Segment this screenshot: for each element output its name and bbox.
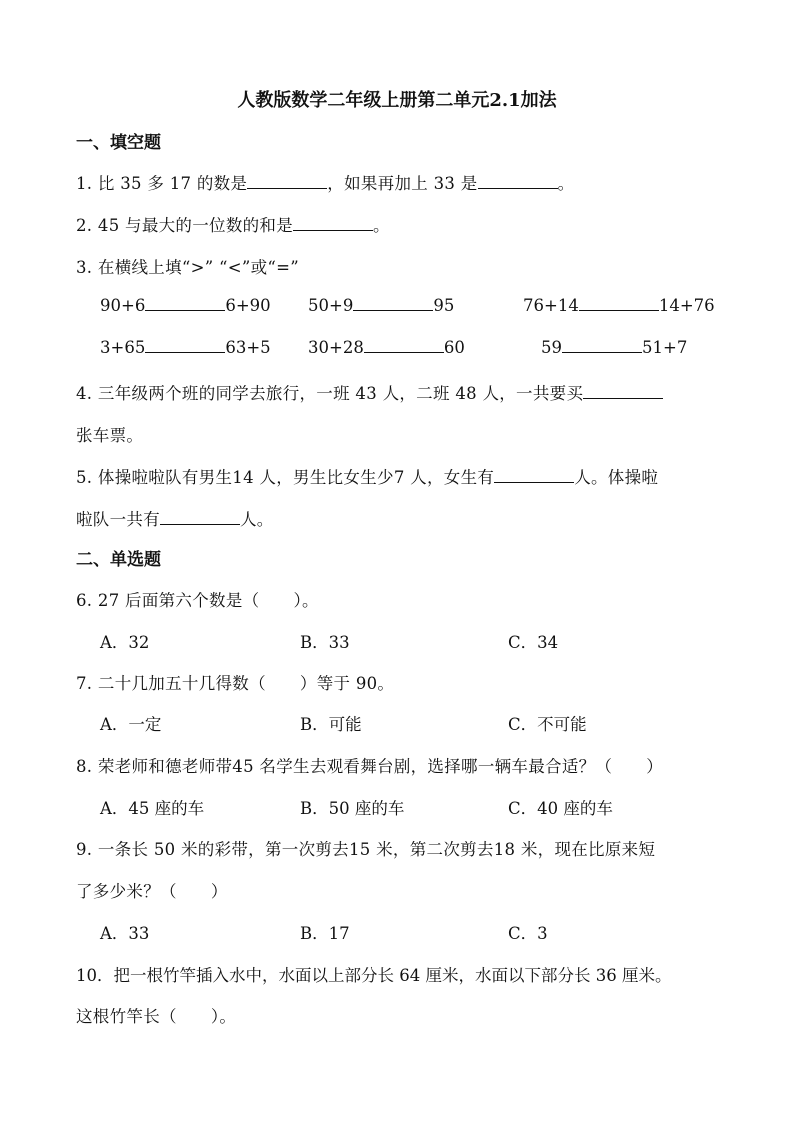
option-a[interactable]: A．32 bbox=[100, 633, 150, 652]
compare-item bbox=[541, 338, 687, 357]
question-number: 3. bbox=[76, 258, 93, 277]
question-text: 比 35 多 17 的数是 bbox=[97, 174, 248, 193]
compare-right: 51+7 bbox=[642, 338, 688, 357]
answer-blank[interactable] bbox=[293, 216, 373, 231]
compare-right: 95 bbox=[433, 296, 455, 315]
question-number: 8. bbox=[76, 757, 93, 776]
option-a[interactable]: A．45 座的车 bbox=[100, 799, 205, 818]
question-text: 。 bbox=[557, 174, 575, 193]
answer-blank[interactable] bbox=[247, 174, 327, 189]
question-number: 1. bbox=[76, 174, 93, 193]
question-text: 荣老师和德老师带45 名学生去观看舞台剧，选择哪一辆车最合适？（ bbox=[97, 757, 613, 776]
question-text: ）。 bbox=[293, 591, 319, 610]
answer-blank[interactable] bbox=[145, 296, 225, 311]
compare-right: 14+76 bbox=[658, 296, 715, 315]
option-b[interactable]: B．50 座的车 bbox=[300, 799, 405, 818]
question-text: 体操啦啦队有男生14 人，男生比女生少7 人，女生有 bbox=[97, 468, 495, 487]
question-text: 了多少米？（ bbox=[76, 882, 177, 901]
compare-item bbox=[308, 296, 454, 315]
answer-blank[interactable] bbox=[478, 174, 558, 189]
option-c[interactable]: C．34 bbox=[508, 633, 559, 652]
compare-left: 59 bbox=[541, 338, 562, 357]
answer-blank[interactable] bbox=[145, 338, 225, 353]
answer-blank[interactable] bbox=[562, 338, 642, 353]
question-text: ）等于 90。 bbox=[299, 674, 395, 693]
compare-item bbox=[308, 338, 465, 357]
compare-right: 60 bbox=[443, 338, 465, 357]
compare-left: 90+6 bbox=[100, 296, 146, 315]
question-number: 9. bbox=[76, 840, 93, 859]
question-text: ）。 bbox=[210, 1007, 237, 1026]
question-5 bbox=[76, 464, 658, 488]
question-8 bbox=[76, 753, 663, 777]
question-text: 人。体操啦 bbox=[574, 468, 659, 487]
question-1 bbox=[76, 170, 574, 194]
compare-item bbox=[523, 296, 715, 315]
compare-left: 50+9 bbox=[308, 296, 354, 315]
question-7 bbox=[76, 670, 394, 694]
question-text: 三年级两个班的同学去旅行，一班 43 人，二班 48 人，一共要买 bbox=[97, 384, 584, 403]
section-single-choice-heading: 二、单选题 bbox=[76, 550, 161, 570]
question-6 bbox=[76, 587, 319, 611]
compare-left: 30+28 bbox=[308, 338, 364, 357]
question-text: ） bbox=[210, 882, 228, 901]
page-title: 人教版数学二年级上册第二单元2.1加法 bbox=[237, 90, 557, 111]
question-9-continuation bbox=[76, 878, 228, 902]
answer-blank[interactable] bbox=[160, 510, 240, 525]
question-text: 。 bbox=[373, 216, 390, 235]
question-number: 4. bbox=[76, 384, 93, 403]
question-10-continuation bbox=[76, 1003, 236, 1027]
option-c[interactable]: C．40 座的车 bbox=[508, 799, 613, 818]
question-4 bbox=[76, 380, 663, 404]
compare-right: 6+90 bbox=[225, 296, 271, 315]
compare-item bbox=[100, 338, 271, 357]
question-number: 6. bbox=[76, 591, 93, 610]
compare-item bbox=[100, 296, 271, 315]
answer-blank[interactable] bbox=[353, 296, 433, 311]
question-4-continuation: 张车票。 bbox=[76, 426, 144, 445]
question-text: 一条长 50 米的彩带，第一次剪去15 米，第二次剪去18 米，现在比原来短 bbox=[97, 840, 656, 859]
answer-blank[interactable] bbox=[579, 296, 659, 311]
question-number: 10． bbox=[76, 966, 114, 985]
question-text: 这根竹竿长（ bbox=[76, 1007, 177, 1026]
question-text: 啦队一共有 bbox=[76, 510, 160, 529]
question-number: 5. bbox=[76, 468, 93, 487]
question-text: 27 后面第六个数是（ bbox=[97, 591, 260, 610]
question-9 bbox=[76, 836, 655, 860]
question-text: ） bbox=[646, 757, 664, 776]
option-b[interactable]: B．33 bbox=[300, 633, 350, 652]
compare-right: 63+5 bbox=[225, 338, 271, 357]
option-b[interactable]: B．17 bbox=[300, 924, 350, 943]
question-3 bbox=[76, 254, 299, 278]
question-text: 二十几加五十几得数（ bbox=[97, 674, 266, 693]
option-a[interactable]: A．一定 bbox=[100, 715, 162, 734]
question-text: 在横线上填“>” “<”或“=” bbox=[97, 258, 300, 277]
question-5-continuation bbox=[76, 506, 274, 530]
question-number: 2. bbox=[76, 216, 93, 235]
section-fill-in-heading: 一、填空题 bbox=[76, 133, 161, 153]
answer-blank[interactable] bbox=[364, 338, 444, 353]
option-c[interactable]: C．3 bbox=[508, 924, 548, 943]
question-2 bbox=[76, 212, 390, 236]
question-text: 45 与最大的一位数的和是 bbox=[97, 216, 294, 235]
compare-left: 76+14 bbox=[523, 296, 579, 315]
option-b[interactable]: B．可能 bbox=[300, 715, 362, 734]
compare-left: 3+65 bbox=[100, 338, 146, 357]
question-text: ，如果再加上 33 是 bbox=[327, 174, 478, 193]
option-a[interactable]: A．33 bbox=[100, 924, 150, 943]
question-text: 人。 bbox=[240, 510, 274, 529]
question-number: 7. bbox=[76, 674, 93, 693]
option-c[interactable]: C．不可能 bbox=[508, 715, 587, 734]
question-10 bbox=[76, 962, 671, 986]
question-text: 把一根竹竿插入水中，水面以上部分长 64 厘米，水面以下部分长 36 厘米。 bbox=[113, 966, 672, 985]
answer-blank[interactable] bbox=[494, 468, 574, 483]
answer-blank[interactable] bbox=[583, 384, 663, 399]
